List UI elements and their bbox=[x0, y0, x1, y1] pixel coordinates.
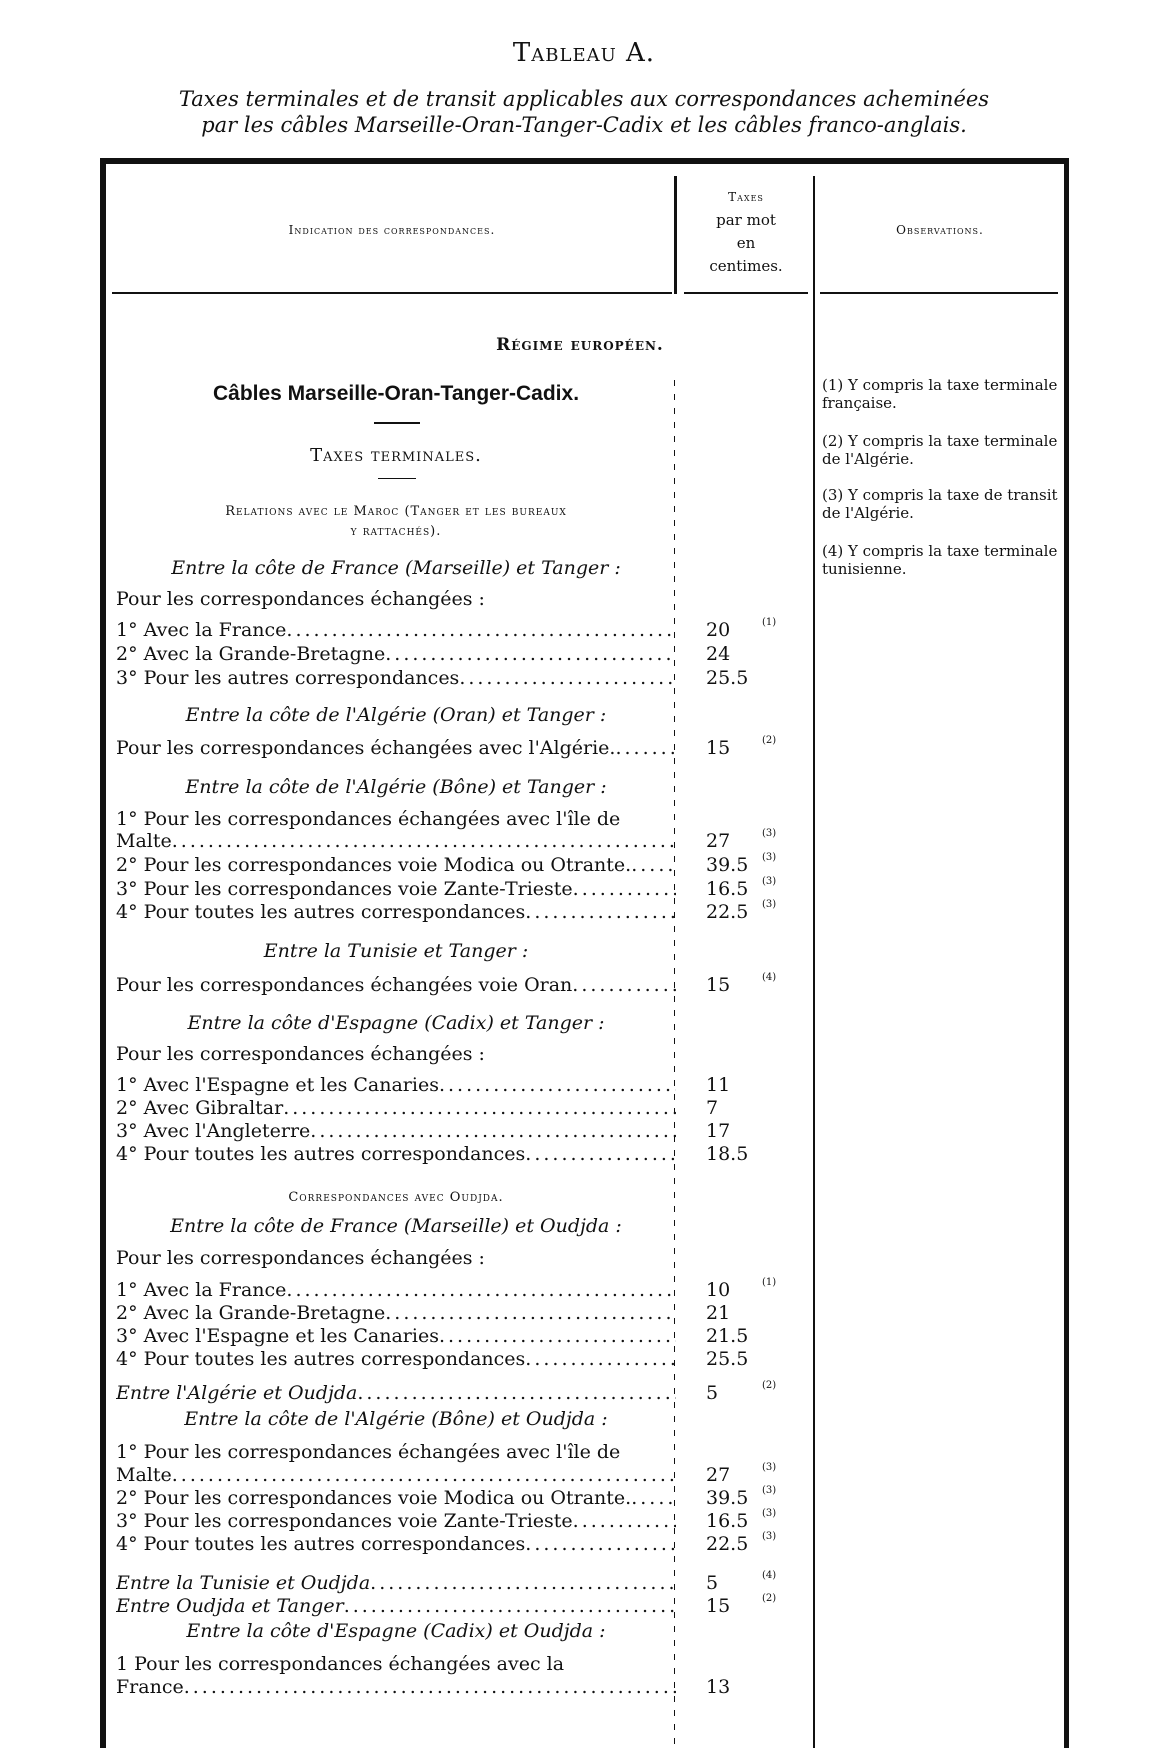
row-leader-dots bbox=[385, 643, 676, 666]
row-label: 4° Pour toutes les autres correspondances bbox=[116, 1533, 526, 1555]
row-label: 2° Pour les correspondances voie Modica ou Otrante. bbox=[116, 854, 632, 876]
row-label: 3° Avec l'Espagne et les Canaries bbox=[116, 1325, 439, 1347]
row-value: 5 bbox=[706, 1382, 719, 1404]
row-leader-dots bbox=[525, 1533, 676, 1556]
table-row bbox=[116, 1533, 676, 1556]
row-text: 1° Pour les correspondances échangées avec l'île de bbox=[116, 808, 621, 830]
row-note: (2) bbox=[762, 1380, 777, 1391]
row-heading: Entre la Tunisie et Tanger : bbox=[263, 940, 529, 962]
row-leader-dots bbox=[525, 1143, 676, 1166]
table-row bbox=[116, 878, 676, 901]
row-label: 4° Pour toutes les autres correspondances bbox=[116, 901, 526, 923]
table-top-border bbox=[100, 158, 1068, 164]
row-label: 2° Avec la Grande-Bretagne bbox=[116, 1302, 386, 1324]
row-heading: Entre la côte de France (Marseille) et Oudjda : bbox=[170, 1215, 622, 1237]
row-value: 11 bbox=[706, 1074, 731, 1096]
relations-line-2: y rattachés). bbox=[350, 524, 442, 539]
row-note: (3) bbox=[762, 828, 777, 839]
row-text: 1 Pour les correspondances échangées avec la bbox=[116, 1653, 565, 1675]
header-taxes-line-2: par mot bbox=[716, 211, 776, 229]
row-text: 1° Pour les correspondances échangées avec l'île de bbox=[116, 1441, 621, 1463]
row-value: 39.5 bbox=[706, 854, 749, 876]
observation-4: (4) Y compris la taxe terminale tunisienne. bbox=[822, 542, 1058, 578]
row-leader-dots bbox=[286, 1279, 676, 1302]
table-row bbox=[116, 1097, 676, 1120]
row-leader-dots bbox=[459, 667, 676, 690]
row-heading: Entre la côte d'Espagne (Cadix) et Tanger : bbox=[187, 1012, 605, 1034]
table-row bbox=[116, 901, 676, 924]
table-row bbox=[116, 1348, 676, 1371]
table-left-border bbox=[100, 158, 106, 1748]
table-row bbox=[116, 1143, 676, 1166]
row-label: 3° Avec l'Angleterre bbox=[116, 1120, 311, 1142]
row-text: Pour les correspondances échangées : bbox=[116, 1247, 485, 1269]
row-value: 24 bbox=[706, 643, 731, 665]
header-taxes bbox=[684, 186, 808, 278]
table-row bbox=[116, 619, 676, 642]
observation-1: (1) Y compris la taxe terminale française. bbox=[822, 376, 1058, 412]
table-row bbox=[116, 643, 676, 666]
table-row bbox=[116, 1302, 676, 1325]
row-heading: Entre la côte de l'Algérie (Bône) et Tanger : bbox=[185, 776, 607, 798]
table-row bbox=[116, 1676, 676, 1699]
row-label: 4° Pour toutes les autres correspondances bbox=[116, 1143, 526, 1165]
subtitle-line-1: Taxes terminales et de transit applicables aux correspondances acheminées bbox=[178, 87, 990, 111]
table-row bbox=[116, 854, 676, 877]
row-label: Entre Oudjda et Tanger bbox=[116, 1595, 344, 1617]
row-value: 10 bbox=[706, 1279, 731, 1301]
row-heading: Entre la côte de l'Algérie (Oran) et Tanger : bbox=[185, 704, 607, 726]
row-label: 2° Avec Gibraltar bbox=[116, 1097, 284, 1119]
relations-line-1: Relations avec le Maroc (Tanger et les bureaux bbox=[225, 504, 567, 519]
row-value: 22.5 bbox=[706, 1533, 749, 1555]
row-leader-dots bbox=[172, 830, 676, 853]
row-value: 7 bbox=[706, 1097, 719, 1119]
table-row bbox=[116, 737, 676, 760]
row-leader-dots bbox=[525, 1348, 676, 1371]
row-leader-dots bbox=[573, 878, 676, 901]
taxes-terminales-title: Taxes terminales. bbox=[310, 445, 482, 466]
row-value: 22.5 bbox=[706, 901, 749, 923]
row-value: 15 bbox=[706, 974, 731, 996]
cables-rule bbox=[374, 422, 420, 424]
cables-title: Câbles Marseille-Oran-Tanger-Cadix. bbox=[212, 382, 580, 405]
row-leader-dots bbox=[385, 1302, 676, 1325]
section-title: Régime européen. bbox=[496, 335, 664, 355]
row-value: 21.5 bbox=[706, 1325, 749, 1347]
column-divider-1-header bbox=[674, 176, 677, 294]
row-leader-dots bbox=[344, 1595, 676, 1618]
table-row bbox=[116, 830, 676, 853]
observation-3: (3) Y compris la taxe de transit de l'Algérie. bbox=[822, 486, 1058, 522]
row-text: Pour les correspondances échangées : bbox=[116, 588, 485, 610]
table-row bbox=[116, 1074, 676, 1097]
row-note: (2) bbox=[762, 735, 777, 746]
row-value: 27 bbox=[706, 830, 731, 852]
row-value: 18.5 bbox=[706, 1143, 749, 1165]
row-heading: Entre la côte de l'Algérie (Bône) et Oudjda : bbox=[184, 1408, 608, 1430]
table-row bbox=[116, 1464, 676, 1487]
row-label: Pour les correspondances échangées voie Oran bbox=[116, 974, 573, 996]
row-value: 16.5 bbox=[706, 878, 749, 900]
table-row bbox=[116, 1487, 676, 1510]
row-value: 15 bbox=[706, 1595, 731, 1617]
row-value: 5 bbox=[706, 1572, 719, 1594]
row-note: (3) bbox=[762, 1462, 777, 1473]
header-taxes-line-4: centimes. bbox=[709, 257, 783, 275]
row-value: 16.5 bbox=[706, 1510, 749, 1532]
row-label: 1° Avec la France bbox=[116, 619, 287, 641]
row-leader-dots bbox=[172, 1464, 676, 1487]
row-note: (1) bbox=[762, 1277, 777, 1288]
header-rule-left bbox=[112, 292, 672, 294]
row-leader-dots bbox=[286, 619, 676, 642]
table-row bbox=[116, 974, 676, 997]
row-note: (1) bbox=[762, 617, 777, 628]
row-value: 39.5 bbox=[706, 1487, 749, 1509]
row-label: Malte bbox=[116, 1464, 172, 1486]
header-rule-mid bbox=[684, 292, 808, 294]
row-note: (4) bbox=[762, 972, 777, 983]
row-label: Entre l'Algérie et Oudjda bbox=[116, 1382, 358, 1404]
row-note: (3) bbox=[762, 1508, 777, 1519]
row-leader-dots bbox=[439, 1074, 676, 1097]
row-label: Pour les correspondances échangées avec l'Algérie. bbox=[116, 737, 616, 759]
row-value: 21 bbox=[706, 1302, 731, 1324]
row-label: 4° Pour toutes les autres correspondances bbox=[116, 1348, 526, 1370]
row-text: Pour les correspondances échangées : bbox=[116, 1043, 485, 1065]
row-value: 25.5 bbox=[706, 667, 749, 689]
row-value: 15 bbox=[706, 737, 731, 759]
row-value: 20 bbox=[706, 619, 731, 641]
row-leader-dots bbox=[573, 1510, 676, 1533]
row-label: 3° Pour les correspondances voie Zante-Trieste bbox=[116, 878, 573, 900]
row-note: (3) bbox=[762, 852, 777, 863]
row-note: (3) bbox=[762, 1485, 777, 1496]
row-label: 3° Pour les autres correspondances bbox=[116, 667, 460, 689]
row-label: 2° Pour les correspondances voie Modica ou Otrante. bbox=[116, 1487, 632, 1509]
column-divider-2 bbox=[813, 176, 815, 1748]
row-label: 2° Avec la Grande-Bretagne bbox=[116, 643, 386, 665]
table-row bbox=[116, 1120, 676, 1143]
table-row bbox=[116, 1572, 676, 1595]
row-leader-dots bbox=[615, 737, 676, 760]
row-leader-dots bbox=[631, 854, 676, 877]
header-observations: Observations. bbox=[896, 223, 984, 237]
row-label: 1° Avec la France bbox=[116, 1279, 287, 1301]
row-note: (3) bbox=[762, 876, 777, 887]
row-label: Malte bbox=[116, 830, 172, 852]
table-row bbox=[116, 667, 676, 690]
header-rule-right bbox=[820, 292, 1058, 294]
row-leader-dots bbox=[572, 974, 676, 997]
row-note: (3) bbox=[762, 1531, 777, 1542]
row-label: France bbox=[116, 1676, 184, 1698]
header-taxes-line-1: Taxes bbox=[728, 190, 764, 204]
row-value: 13 bbox=[706, 1676, 731, 1698]
row-heading: Entre la côte de France (Marseille) et Tanger : bbox=[171, 557, 621, 579]
taxes-terminales-rule bbox=[378, 478, 416, 479]
row-label: 1° Avec l'Espagne et les Canaries bbox=[116, 1074, 439, 1096]
row-note: (4) bbox=[762, 1570, 777, 1581]
row-leader-dots bbox=[357, 1382, 676, 1405]
row-leader-dots bbox=[631, 1487, 676, 1510]
table-row bbox=[116, 1279, 676, 1302]
table-row bbox=[116, 1325, 676, 1348]
row-leader-dots bbox=[310, 1120, 676, 1143]
row-value: 25.5 bbox=[706, 1348, 749, 1370]
table-title: Tableau A. bbox=[512, 38, 656, 68]
row-leader-dots bbox=[439, 1325, 676, 1348]
row-leader-dots bbox=[283, 1097, 676, 1120]
header-indication: Indication des correspondances. bbox=[288, 223, 496, 237]
row-note: (2) bbox=[762, 1593, 777, 1604]
table-row bbox=[116, 1382, 676, 1405]
row-label: Entre la Tunisie et Oudjda bbox=[116, 1572, 371, 1594]
row-leader-dots bbox=[370, 1572, 676, 1595]
table-row bbox=[116, 1510, 676, 1533]
row-caps-heading: Correspondances avec Oudjda. bbox=[288, 1190, 504, 1205]
observation-2: (2) Y compris la taxe terminale de l'Algérie. bbox=[822, 432, 1058, 468]
header-taxes-line-3: en bbox=[736, 234, 756, 252]
row-heading: Entre la côte d'Espagne (Cadix) et Oudjda : bbox=[186, 1620, 606, 1642]
row-leader-dots bbox=[184, 1676, 676, 1699]
row-value: 17 bbox=[706, 1120, 731, 1142]
subtitle-line-2: par les câbles Marseille-Oran-Tanger-Cadix et les câbles franco-anglais. bbox=[201, 113, 967, 137]
row-leader-dots bbox=[525, 901, 676, 924]
row-label: 3° Pour les correspondances voie Zante-Trieste bbox=[116, 1510, 573, 1532]
table-row bbox=[116, 1595, 676, 1618]
row-value: 27 bbox=[706, 1464, 731, 1486]
row-note: (3) bbox=[762, 899, 777, 910]
